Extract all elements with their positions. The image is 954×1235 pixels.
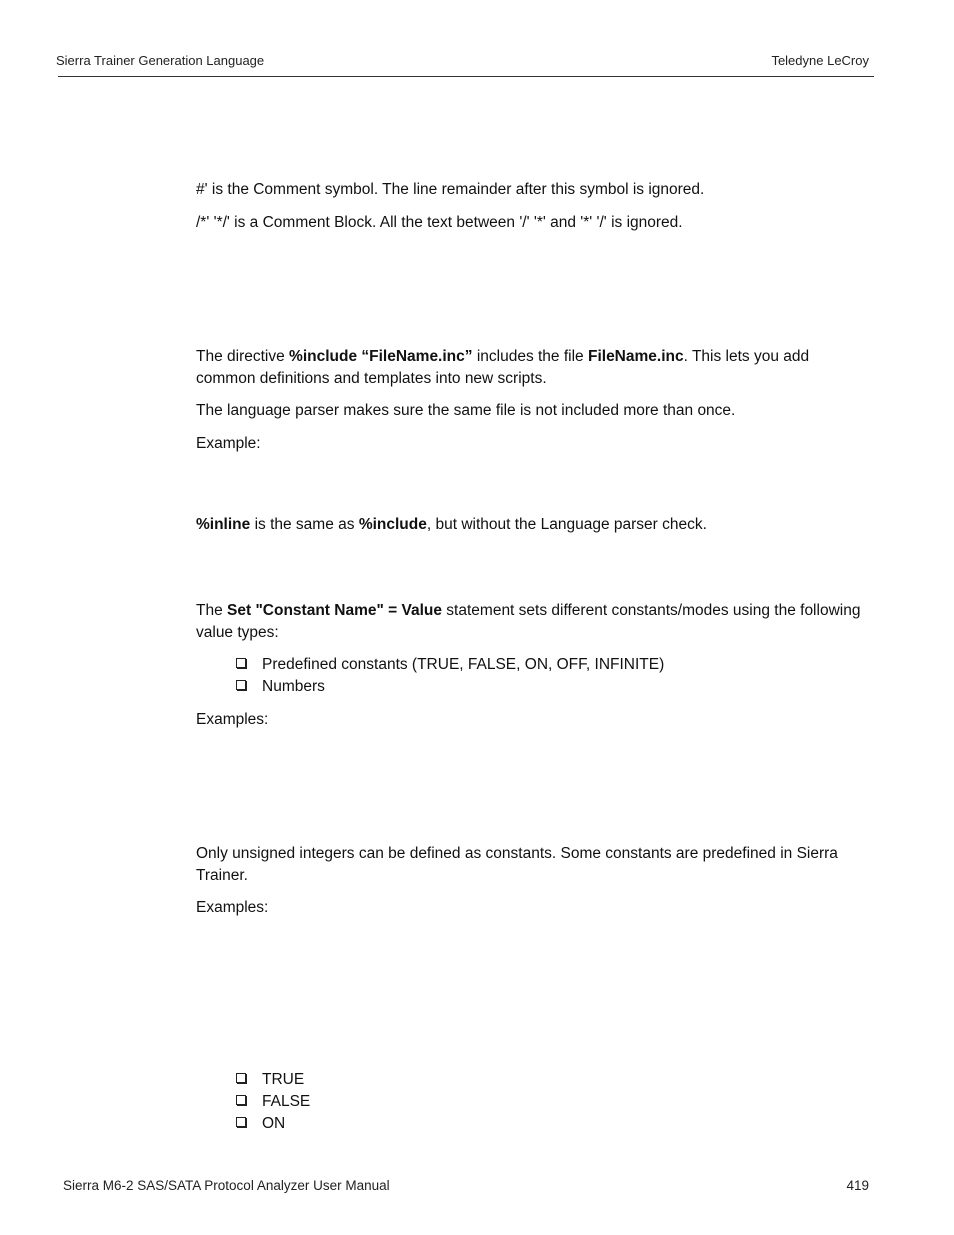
include-paragraph [196, 346, 864, 390]
text-run: statement sets different constants/modes using the following value types: [196, 602, 861, 641]
list-item-text: FALSE [262, 1093, 311, 1110]
checkbox-bullet-icon [236, 1095, 246, 1105]
text-run: , but without the Language parser check. [426, 516, 707, 533]
constants-examples-label: Examples: [196, 899, 269, 916]
set-statement: Set "Constant Name" = Value [227, 602, 442, 619]
constants-paragraph: Only unsigned integers can be defined as constants. Some constants are predefined in Sierra Trainer. [196, 845, 838, 884]
header-title: Sierra Trainer Generation Language [56, 53, 265, 68]
list-item [236, 1069, 304, 1091]
list-item [236, 676, 325, 698]
include-directive: %include [358, 516, 427, 533]
include-filename: FileName.inc [587, 348, 684, 365]
comment-block-text: /*' '*/' is a Comment Block. All the text between '/' '*' and '*' '/' is ignored. [196, 214, 683, 231]
include-example-label: Example: [196, 435, 261, 452]
list-item-text: Numbers [262, 678, 325, 695]
checkbox-bullet-icon [236, 658, 246, 668]
checkbox-bullet-icon [236, 680, 246, 690]
set-paragraph [196, 600, 864, 644]
list-item [236, 1113, 285, 1135]
list-item [236, 654, 664, 676]
text-run: . This lets you add common definitions and templates into new scripts. [196, 348, 810, 387]
inline-directive: %inline [196, 516, 251, 533]
include-parser-note: The language parser makes sure the same file is not included more than once. [196, 402, 736, 419]
include-directive: %include “FileName.inc” [289, 348, 473, 365]
inline-paragraph [196, 514, 864, 536]
text-run: includes the file [472, 348, 588, 365]
comment-symbol-text: #' is the Comment symbol. The line remainder after this symbol is ignored. [196, 181, 705, 198]
list-item-text: TRUE [262, 1071, 305, 1088]
list-item [236, 1091, 310, 1113]
text-run: is the same as [250, 516, 359, 533]
list-item-text: Predefined constants (TRUE, FALSE, ON, OFF, INFINITE) [262, 656, 665, 673]
checkbox-bullet-icon [236, 1073, 246, 1083]
header-company: Teledyne LeCroy [771, 53, 869, 68]
header-rule [58, 76, 874, 77]
list-item-text: ON [262, 1115, 286, 1132]
set-examples-label: Examples: [196, 711, 269, 728]
checkbox-bullet-icon [236, 1117, 246, 1127]
footer-title: Sierra M6-2 SAS/SATA Protocol Analyzer User Manual [63, 1178, 390, 1193]
page-number: 419 [846, 1178, 869, 1193]
text-run: The [196, 602, 228, 619]
text-run: The directive [196, 348, 290, 365]
